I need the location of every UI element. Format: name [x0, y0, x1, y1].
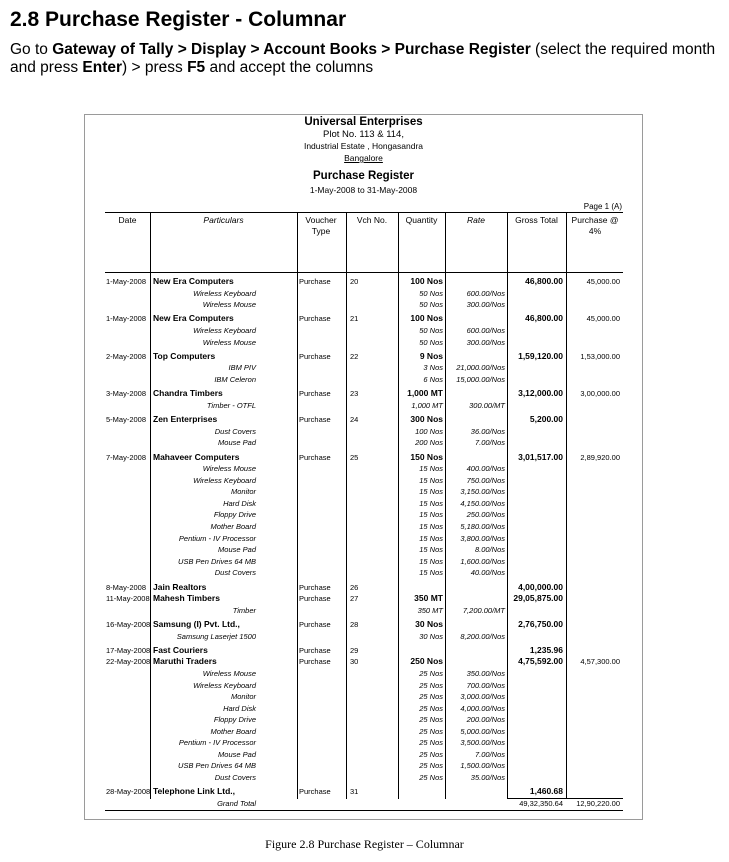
item-quantity: 50 Nos [419, 337, 443, 347]
voucher-number: 29 [350, 645, 359, 655]
item-rate: 600.00/Nos [466, 326, 505, 335]
voucher-type: Purchase [299, 582, 331, 592]
item-name: Mother Board [210, 726, 256, 736]
column-header-quantity: Quantity [405, 215, 438, 225]
voucher-number: 27 [350, 594, 359, 604]
voucher-quantity: 100 Nos [410, 313, 443, 324]
item-name: Hard Disk [223, 498, 256, 508]
item-rate: 3,000.00/Nos [460, 692, 505, 702]
grand-total-purchase: 12,90,220.00 [576, 799, 620, 808]
item-rate: 36.00/Nos [470, 426, 505, 436]
column-header-date: Date [118, 215, 137, 225]
item-rate: 4,000.00/Nos [460, 703, 505, 713]
column-header-rate: Rate [467, 215, 485, 225]
voucher-quantity: 100 Nos [410, 276, 443, 286]
item-quantity: 25 Nos [419, 761, 443, 771]
voucher-date: 1-May-2008 [106, 277, 147, 286]
voucher-purchase: 45,000.00 [586, 277, 620, 286]
item-name: Mouse Pad [218, 749, 256, 759]
item-rate: 350.00/Nos [466, 669, 505, 678]
item-rate: 5,000.00/Nos [460, 726, 505, 736]
item-name: Floppy Drive [213, 510, 256, 520]
item-rate: 5,180.00/Nos [460, 522, 505, 531]
item-rate: 600.00/Nos [466, 288, 505, 298]
voucher-party: Zen Enterprises [153, 414, 218, 425]
item-quantity: 100 Nos [415, 426, 443, 436]
voucher-purchase: 3,00,000.00 [580, 389, 620, 399]
report-period: 1-May-2008 to 31-May-2008 [309, 185, 418, 195]
column-divider [566, 212, 567, 799]
report-title: Purchase Register [313, 170, 414, 182]
enter-key: Enter [82, 59, 123, 76]
voucher-type: Purchase [299, 415, 331, 425]
voucher-party: Maruthi Traders [153, 656, 217, 667]
voucher-date: 11-May-2008 [106, 594, 150, 604]
item-name: Wireless Keyboard [193, 288, 256, 298]
item-name: Wireless Keyboard [193, 475, 256, 485]
item-rate: 1,500.00/Nos [460, 761, 505, 771]
item-quantity: 30 Nos [419, 631, 443, 641]
voucher-date: 22-May-2008 [106, 657, 151, 667]
item-rate: 700.00/Nos [466, 680, 505, 690]
voucher-number: 31 [350, 787, 359, 797]
voucher-party: Fast Couriers [153, 644, 208, 655]
item-name: Floppy Drive [213, 715, 256, 725]
instruction-text: (select the required month and press [10, 41, 716, 76]
item-rate: 300.00/MT [469, 400, 505, 410]
column-divider [507, 212, 508, 799]
voucher-purchase: 2,89,920.00 [580, 452, 620, 462]
item-quantity: 15 Nos [419, 533, 443, 543]
voucher-quantity: 9 Nos [419, 350, 443, 361]
voucher-type: Purchase [299, 452, 331, 462]
voucher-gross-total: 4,75,592.00 [518, 656, 563, 667]
voucher-date: 7-May-2008 [106, 452, 147, 462]
item-name: Wireless Mouse [202, 337, 256, 347]
column-header-vch-no: Vch No. [356, 215, 388, 225]
item-name: Mouse Pad [218, 545, 256, 555]
item-quantity: 350 MT [417, 605, 443, 615]
voucher-number: 23 [350, 389, 359, 399]
voucher-gross-total: 29,05,875.00 [513, 593, 563, 604]
voucher-gross-total: 46,800.00 [525, 313, 563, 324]
column-divider [297, 212, 298, 799]
item-name: Hard Disk [223, 703, 256, 713]
item-quantity: 25 Nos [419, 692, 443, 702]
voucher-party: Jain Realtors [153, 581, 207, 592]
figure-caption: Figure 2.8 Purchase Register – Columnar [265, 837, 464, 851]
item-rate: 8.00/Nos [474, 545, 505, 555]
voucher-gross-total: 3,01,517.00 [518, 451, 563, 462]
voucher-gross-total: 5,200.00 [529, 414, 563, 425]
voucher-quantity: 150 Nos [410, 451, 443, 462]
item-rate: 40.00/Nos [470, 568, 505, 578]
item-quantity: 25 Nos [419, 715, 443, 725]
item-name: Wireless Mouse [202, 669, 256, 678]
register-table [105, 212, 623, 811]
item-name: Dust Covers [214, 426, 256, 436]
item-name: Samsung Laserjet 1500 [176, 631, 256, 641]
company-address-line-2: Industrial Estate , Hongasandra [303, 141, 424, 151]
column-divider [346, 212, 347, 799]
item-quantity: 50 Nos [419, 326, 443, 335]
voucher-purchase: 1,53,000.00 [580, 351, 620, 361]
item-rate: 35.00/Nos [470, 772, 505, 782]
voucher-type: Purchase [299, 351, 331, 361]
voucher-date: 5-May-2008 [106, 415, 147, 425]
voucher-gross-total: 1,460.68 [529, 786, 563, 797]
item-rate: 300.00/Nos [466, 337, 505, 347]
grand-total-gross: 49,32,350.64 [519, 799, 563, 808]
voucher-number: 30 [350, 657, 359, 667]
item-name: IBM Celeron [214, 375, 256, 384]
voucher-type: Purchase [299, 314, 331, 324]
item-quantity: 25 Nos [419, 749, 443, 759]
voucher-date: 28-May-2008 [106, 787, 151, 797]
item-rate: 750.00/Nos [466, 475, 505, 485]
voucher-gross-total: 1,235.96 [529, 644, 563, 655]
menu-path: Gateway of Tally > Display > Account Books > Purchase Register [52, 41, 531, 58]
voucher-type: Purchase [299, 645, 331, 655]
voucher-quantity: 1,000 MT [407, 388, 443, 399]
voucher-party: New Era Computers [153, 276, 234, 286]
item-rate: 4,150.00/Nos [460, 498, 505, 508]
voucher-number: 26 [350, 582, 359, 592]
page-number: Page 1 (A) [583, 202, 622, 211]
voucher-type: Purchase [299, 787, 331, 797]
item-name: Mouse Pad [218, 438, 256, 448]
item-name: Monitor [230, 692, 256, 702]
item-quantity: 15 Nos [419, 475, 443, 485]
voucher-type: Purchase [299, 594, 331, 604]
voucher-number: 28 [350, 620, 359, 629]
voucher-date: 3-May-2008 [106, 389, 147, 399]
voucher-date: 2-May-2008 [106, 351, 147, 361]
item-rate: 7.00/Nos [474, 749, 505, 759]
item-name: Timber - OTFL [206, 400, 256, 410]
column-header-gross-total: Gross Total [515, 215, 558, 225]
instruction-text: ) > press [122, 59, 188, 76]
item-rate: 7.00/Nos [474, 438, 505, 448]
voucher-party: Telephone Link Ltd., [153, 786, 236, 797]
column-header-purchase: Purchase @ 4% [571, 215, 619, 236]
company-city: Bangalore [344, 153, 383, 163]
item-rate: 3,150.00/Nos [460, 487, 505, 497]
item-name: Mother Board [210, 522, 256, 531]
item-quantity: 25 Nos [419, 738, 443, 748]
voucher-date: 16-May-2008 [106, 620, 151, 629]
item-quantity: 50 Nos [419, 300, 443, 310]
item-rate: 1,600.00/Nos [460, 556, 505, 566]
voucher-quantity: 300 Nos [410, 414, 443, 425]
voucher-type: Purchase [299, 657, 331, 667]
item-quantity: 15 Nos [419, 510, 443, 520]
voucher-type: Purchase [299, 620, 331, 629]
voucher-number: 21 [350, 314, 359, 324]
item-name: IBM PIV [228, 363, 256, 373]
voucher-number: 22 [350, 351, 359, 361]
item-name: Wireless Mouse [202, 300, 256, 310]
item-name: Wireless Mouse [202, 464, 256, 474]
item-name: Monitor [230, 487, 256, 497]
item-rate: 3,500.00/Nos [460, 738, 505, 748]
item-name: Timber [232, 605, 256, 615]
table-bottom-rule [105, 810, 623, 811]
item-rate: 21,000.00/Nos [456, 363, 505, 373]
voucher-number: 25 [350, 452, 359, 462]
voucher-purchase: 4,57,300.00 [580, 657, 620, 667]
voucher-date: 17-May-2008 [106, 645, 151, 655]
instruction-text: and accept the columns [205, 59, 374, 76]
item-name: Pentium - IV Processor [178, 533, 256, 543]
item-name: Dust Covers [214, 568, 256, 578]
column-divider [150, 212, 151, 799]
voucher-party: New Era Computers [153, 313, 234, 324]
item-quantity: 15 Nos [419, 568, 443, 578]
header-rule [105, 272, 623, 273]
table-top-rule [105, 212, 623, 213]
voucher-gross-total: 2,76,750.00 [518, 619, 563, 629]
item-rate: 400.00/Nos [466, 464, 505, 474]
item-quantity: 15 Nos [419, 487, 443, 497]
company-address-line-1: Plot No. 113 & 114, [323, 129, 404, 140]
item-quantity: 25 Nos [419, 669, 443, 678]
item-name: Dust Covers [214, 772, 256, 782]
voucher-party: Samsung (I) Pvt. Ltd., [153, 619, 240, 629]
column-header-voucher-type: Voucher Type [305, 215, 337, 236]
item-quantity: 200 Nos [415, 438, 443, 448]
item-name: USB Pen Drives 64 MB [178, 761, 256, 771]
voucher-type: Purchase [299, 277, 331, 286]
voucher-party: Mahesh Timbers [153, 593, 220, 604]
item-rate: 250.00/Nos [466, 510, 505, 520]
voucher-gross-total: 3,12,000.00 [518, 388, 563, 399]
item-name: USB Pen Drives 64 MB [178, 556, 256, 566]
item-quantity: 25 Nos [419, 680, 443, 690]
item-rate: 200.00/Nos [466, 715, 505, 725]
voucher-date: 8-May-2008 [106, 582, 147, 592]
item-quantity: 15 Nos [419, 556, 443, 566]
voucher-purchase: 45,000.00 [586, 314, 620, 324]
voucher-party: Mahaveer Computers [153, 451, 240, 462]
voucher-number: 24 [350, 415, 359, 425]
f5-key: F5 [187, 59, 206, 76]
item-quantity: 1,000 MT [411, 400, 443, 410]
instruction-text: Go to [10, 41, 53, 58]
instructions [10, 41, 725, 77]
item-rate: 15,000.00/Nos [456, 375, 505, 384]
voucher-party: Chandra Timbers [153, 388, 223, 399]
voucher-quantity: 30 Nos [415, 619, 443, 629]
voucher-gross-total: 1,59,120.00 [518, 350, 563, 361]
item-name: Wireless Keyboard [193, 680, 256, 690]
column-header-particulars: Particulars [203, 215, 244, 225]
item-rate: 8,200.00/Nos [460, 631, 505, 641]
item-name: Wireless Keyboard [193, 326, 256, 335]
voucher-quantity: 350 MT [414, 593, 443, 604]
item-quantity: 15 Nos [419, 545, 443, 555]
item-rate: 3,800.00/Nos [460, 533, 505, 543]
item-quantity: 6 Nos [423, 375, 443, 384]
section-title: 2.8 Purchase Register - Columnar [10, 8, 347, 31]
voucher-gross-total: 46,800.00 [525, 276, 563, 286]
item-quantity: 25 Nos [419, 703, 443, 713]
voucher-gross-total: 4,00,000.00 [518, 581, 563, 592]
item-rate: 7,200.00/MT [462, 605, 505, 615]
item-quantity: 15 Nos [419, 522, 443, 531]
grand-total-label: Grand Total [217, 799, 256, 808]
item-name: Pentium - IV Processor [178, 738, 256, 748]
voucher-number: 20 [350, 277, 359, 286]
item-quantity: 15 Nos [419, 464, 443, 474]
company-name: Universal Enterprises [304, 116, 423, 128]
item-quantity: 50 Nos [419, 288, 443, 298]
report-frame [84, 114, 643, 820]
item-quantity: 25 Nos [419, 726, 443, 736]
voucher-party: Top Computers [153, 350, 216, 361]
voucher-type: Purchase [299, 389, 331, 399]
item-quantity: 25 Nos [419, 772, 443, 782]
voucher-quantity: 250 Nos [410, 656, 443, 667]
item-rate: 300.00/Nos [466, 300, 505, 310]
voucher-date: 1-May-2008 [106, 314, 147, 324]
item-quantity: 15 Nos [419, 498, 443, 508]
item-quantity: 3 Nos [423, 363, 443, 373]
